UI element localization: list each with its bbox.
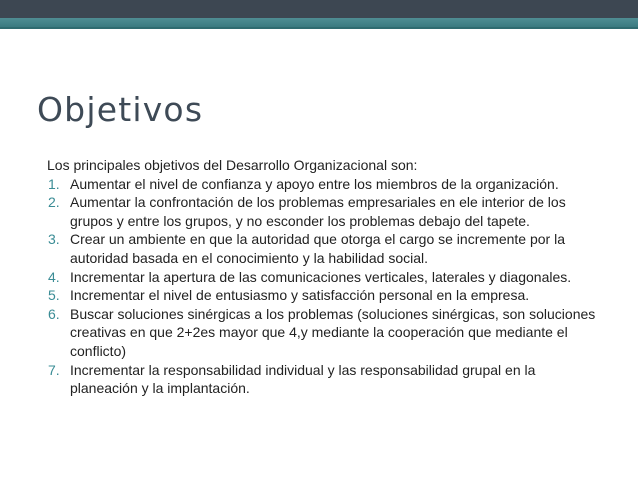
objective-item: [48, 305, 604, 361]
objective-text: Incrementar el nivel de entusiasmo y satisfacción personal en la empresa.: [70, 287, 530, 304]
objective-text: Aumentar el nivel de confianza y apoyo entre los miembros de la organización.: [70, 175, 559, 192]
objectives-list: [48, 175, 604, 398]
objective-text: Buscar soluciones sinérgicas a los problemas (soluciones sinérgicas, son soluciones creativas en que 2+2es mayor que 4,y mediante la cooperación que mediante el conflicto): [70, 305, 596, 359]
objective-item: [48, 193, 604, 230]
objective-text: Aumentar la confrontación de los problemas empresariales en ele interior de los grupos y entre los grupos, y no esconder los problemas debajo del tapete.: [70, 194, 566, 229]
objective-item: [48, 361, 604, 398]
objective-number: 7 .: [48, 361, 60, 380]
header-accent-line: [0, 27, 638, 29]
objective-text: Incrementar la apertura de las comunicaciones verticales, laterales y diagonales.: [70, 268, 572, 285]
objective-item: [48, 286, 604, 305]
slide-content: [48, 156, 604, 398]
header-band: [0, 0, 638, 18]
slide-title: Objetivos: [37, 90, 204, 129]
objective-text: Incrementar la responsabilidad individual y las responsabilidad grupal en la planeación y la implantación.: [70, 361, 536, 397]
objective-number: 5 .: [48, 286, 60, 305]
intro-text: Los principales objetivos del Desarrollo Organizacional son:: [47, 157, 418, 173]
objective-number: 1 .: [48, 175, 60, 194]
objective-number: 4 .: [48, 268, 60, 287]
objective-item: [48, 268, 604, 287]
objective-number: 6 .: [48, 305, 60, 324]
objective-item: [48, 175, 604, 194]
objective-item: [48, 230, 604, 267]
objective-number: 3 .: [48, 230, 60, 249]
header-accent-stripe: [0, 18, 638, 27]
objective-number: 2 .: [48, 193, 60, 212]
objective-text: Crear un ambiente en que la autoridad que otorga el cargo se incremente por la autoridad basada en el conocimiento y la habilidad social.: [70, 231, 565, 266]
